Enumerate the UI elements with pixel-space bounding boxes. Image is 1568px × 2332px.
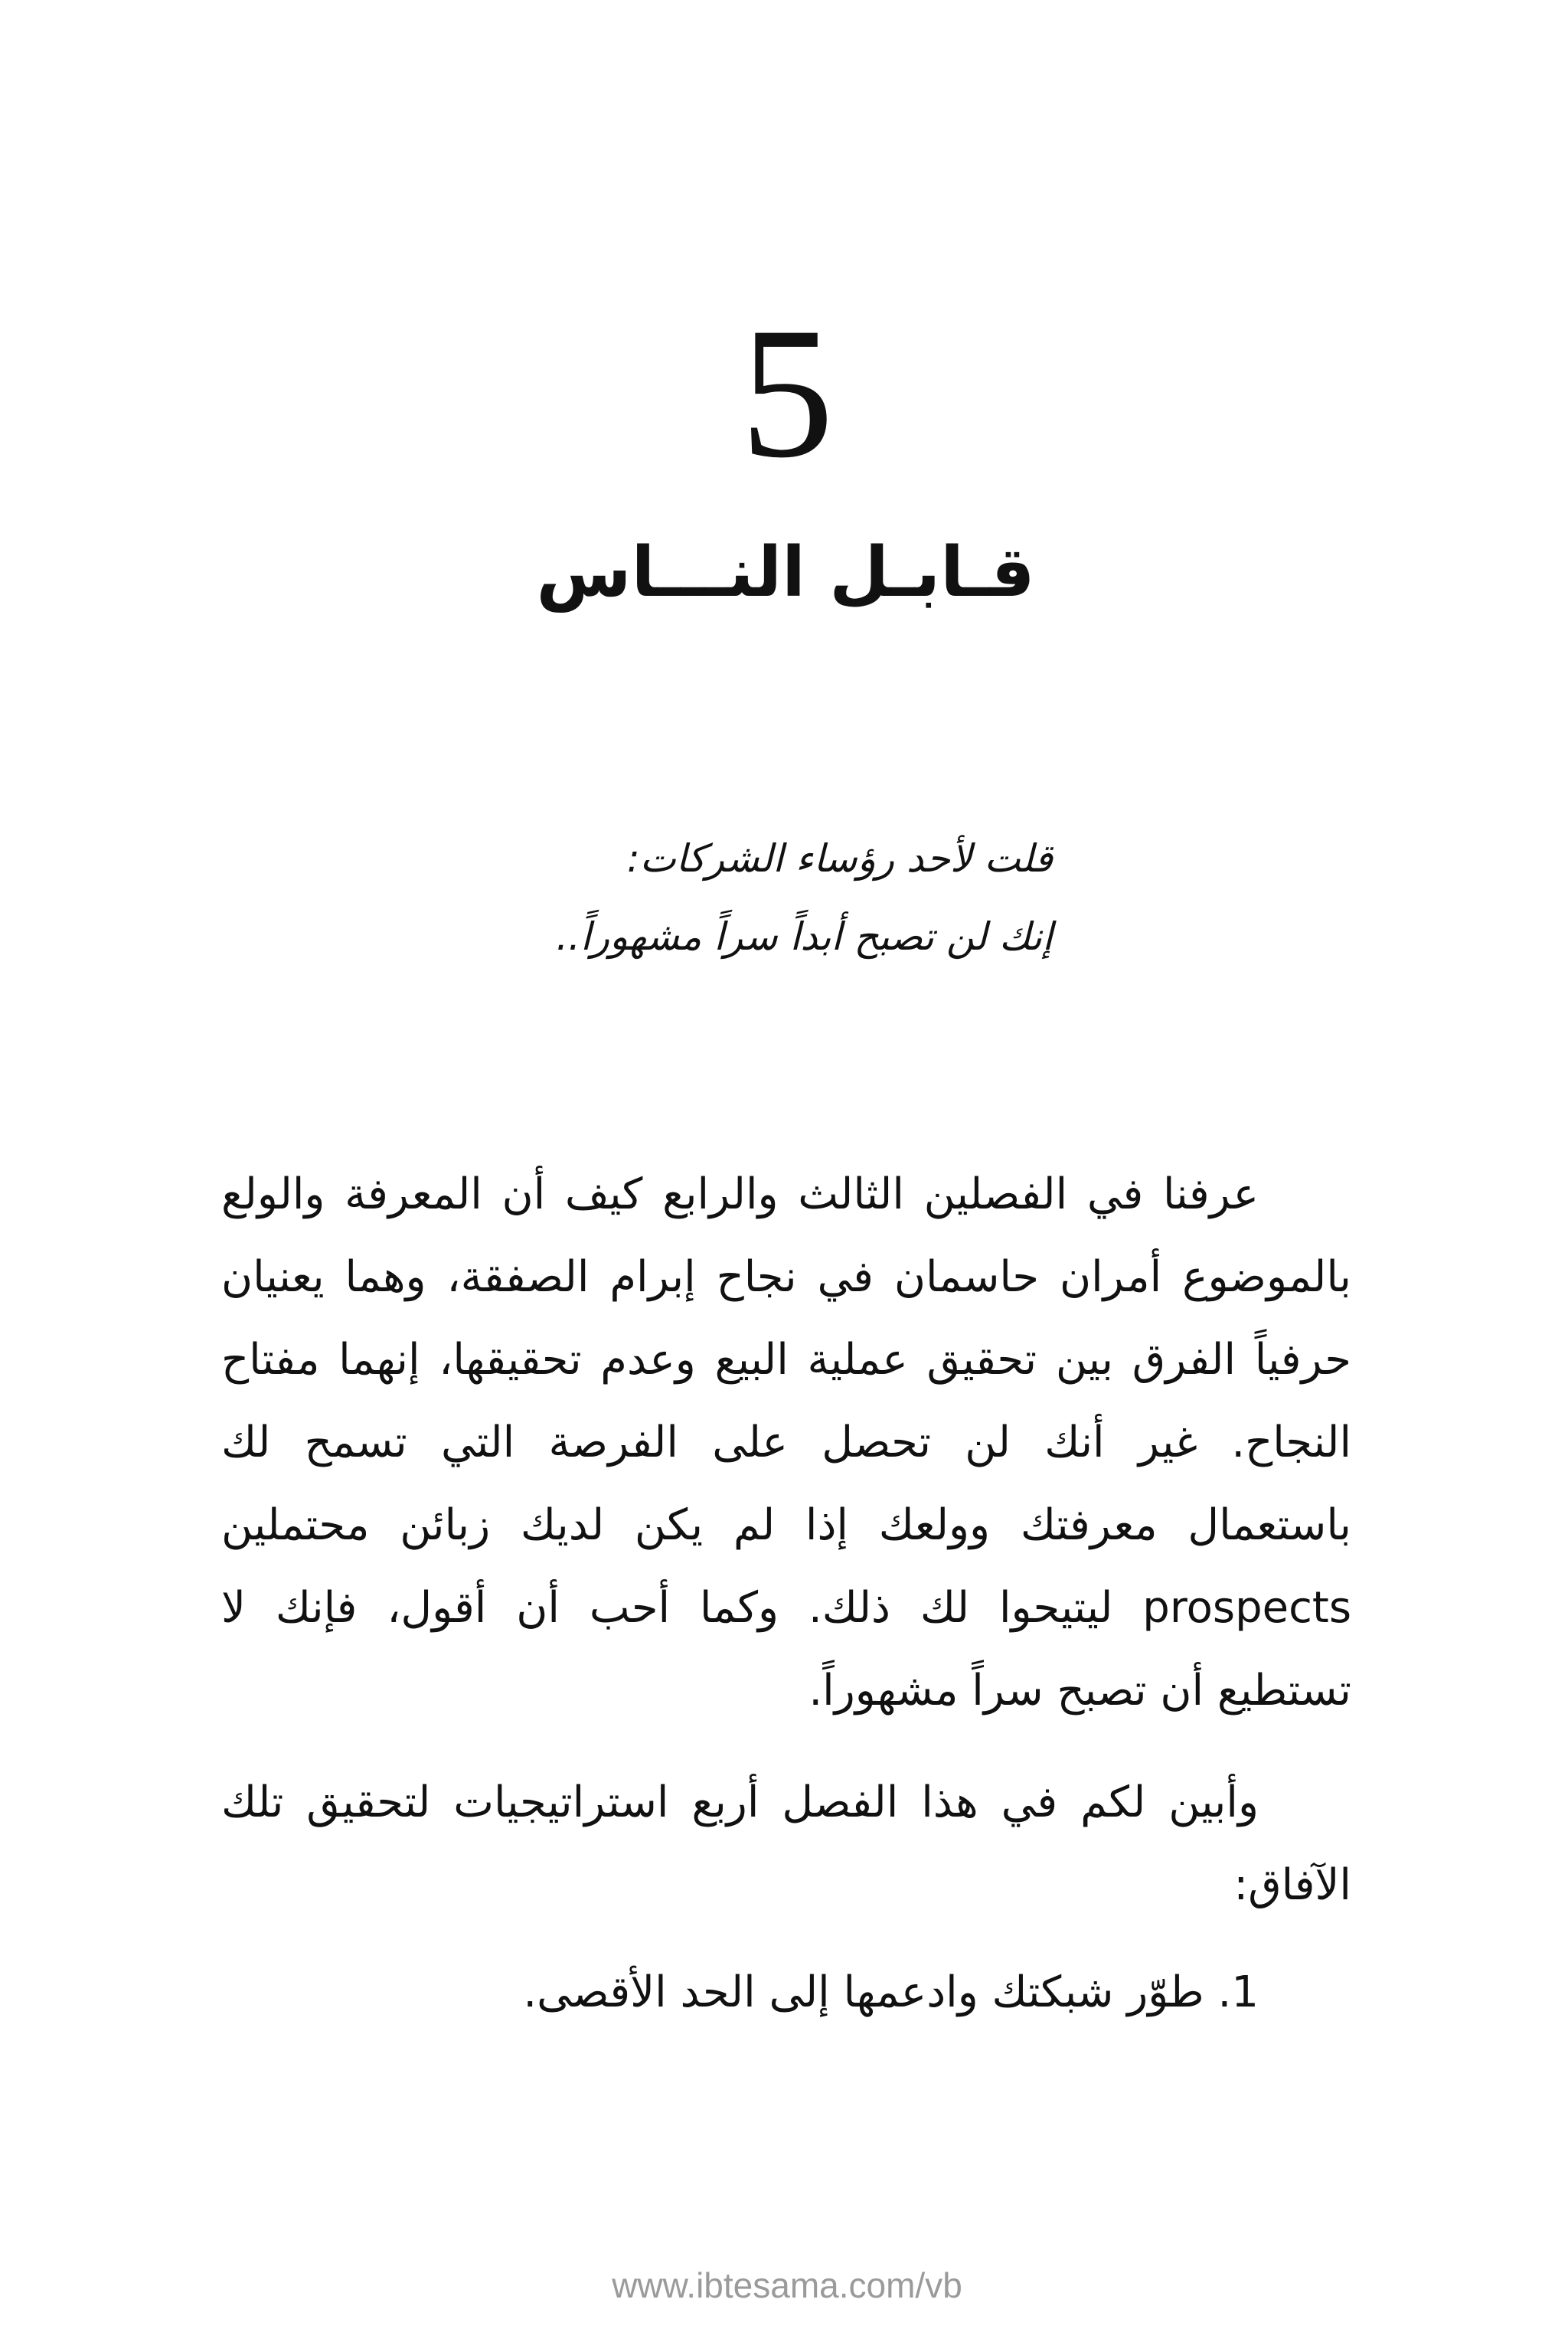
paragraph-line: بالموضوع أمران حاسمان في نجاح إبرام الصفقة، وهما يعنيان xyxy=(221,1252,1351,1302)
chapter-number: 5 xyxy=(740,289,835,496)
epigraph-line: إنك لن تصبح أبداً سراً مشهوراً.. xyxy=(556,914,1053,959)
paragraph-line: وأبين لكم في هذا الفصل أربع استراتيجيات لتحقيق تلك xyxy=(221,1778,1259,1827)
list-item xyxy=(221,1951,1351,2034)
chapter-title: قـابـل النـــاس xyxy=(536,532,1035,613)
footer-url: www.ibtesama.com/vb xyxy=(612,2265,962,2305)
epigraph xyxy=(287,819,1053,976)
paragraph-line: عرفنا في الفصلين الثالث والرابع كيف أن المعرفة والولع xyxy=(221,1169,1259,1219)
paragraph xyxy=(221,1153,1351,1732)
paragraph-line: حرفياً الفرق بين تحقيق عملية البيع وعدم تحقيقها، إنهما مفتاح xyxy=(221,1335,1351,1385)
epigraph-line: قلت لأحد رؤساء الشركات: xyxy=(626,836,1053,881)
paragraph-line: تستطيع أن تصبح سراً مشهوراً. xyxy=(808,1666,1351,1715)
paragraph xyxy=(221,1761,1351,1927)
paragraph-line: النجاح. غير أنك لن تحصل على الفرصة التي تسمح لك xyxy=(221,1418,1351,1467)
paragraph-line: باستعمال معرفتك وولعك إذا لم يكن لديك زبائن محتملين xyxy=(221,1500,1351,1550)
paragraph-line: الآفاق: xyxy=(1233,1860,1351,1910)
list-item-number: 1. xyxy=(1217,1967,1259,2017)
paragraph-line: prospects ليتيحوا لك ذلك. وكما أحب أن أقول، فإنك لا xyxy=(221,1583,1351,1633)
numbered-list xyxy=(221,1951,1351,2034)
list-item-text: طوّر شبكتك وادعمها إلى الحد الأقصى. xyxy=(523,1967,1204,2017)
